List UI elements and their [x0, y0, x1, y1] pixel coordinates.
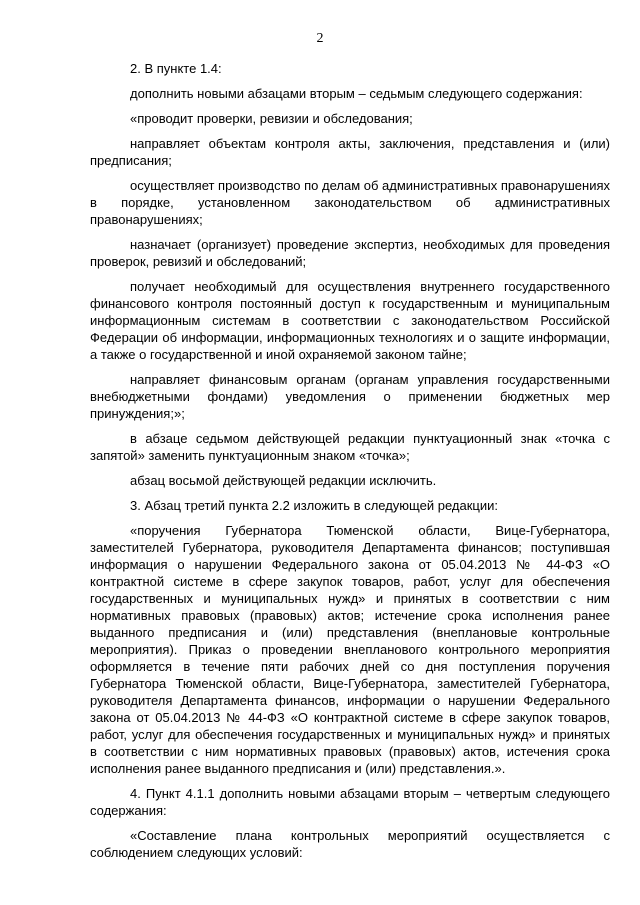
paragraph: «Составление плана контрольных мероприятий осуществляется с соблюдением следующих условий: — [90, 828, 610, 860]
document-body — [90, 60, 610, 869]
paragraph: «поручения Губернатора Тюменской области, Вице-Губернатора, заместителей Губернатора, руководителя Департамента финансов; поступившая информация о нарушении Федерального закона от 05.04.2013 № 44-ФЗ «О контрактной системе в сфере закупок товаров, работ, услуг для обеспечения государственных и муниципальных нужд» и принятых в соответствии с ним нормативных правовых (правовых) актов; истечение срока исполнения ранее выданного предписания и (или) представления (внеплановые контрольные мероприятия). Приказ о проведении внепланового контрольного мероприятия оформляется в течение пяти рабочих дней со дня поступления поручения Губернатора Тюменской области, Вице-Губернатора, заместителей Губернатора, руководителя Департамента финансов, информации о нарушении Федерального закона от 05.04.2013 № 44-ФЗ «О контрактной системе в сфере закупок товаров, работ, услуг для обеспечения государственных и муниципальных нужд» и принятых в соответствии с ним нормативных правовых (правовых) актов, истечения срока исполнения ранее выданного предписания и (или) представления.». — [90, 523, 610, 776]
paragraph: дополнить новыми абзацами вторым – седьмым следующего содержания: — [130, 86, 583, 101]
paragraph: направляет финансовым органам (органам управления государственными внебюджетными фондами) уведомления о применении бюджетных мер принуждения;»; — [90, 372, 610, 421]
paragraph: направляет объектам контроля акты, заключения, представления и (или) предписания; — [90, 136, 610, 168]
paragraph: назначает (организует) проведение экспертиз, необходимых для проведения проверок, ревизий и обследований; — [90, 237, 610, 269]
paragraph: получает необходимый для осуществления внутреннего государственного финансового контроля постоянный доступ к государственным и муниципальным информационным системам в соответствии с законодательством Российской Федерации об информации, информационных технологиях и о защите информации, а также о государственной и иной охраняемой законом тайне; — [90, 279, 610, 362]
paragraph: в абзаце седьмом действующей редакции пунктуационный знак «точка с запятой» заменить пунктуационным знаком «точка»; — [90, 431, 610, 463]
paragraph: 4. Пункт 4.1.1 дополнить новыми абзацами вторым – четвертым следующего содержания: — [90, 786, 610, 818]
paragraph: «проводит проверки, ревизии и обследования; — [130, 111, 413, 126]
paragraph: абзац восьмой действующей редакции исключить. — [130, 473, 437, 488]
paragraph: осуществляет производство по делам об административных правонарушениях в порядке, установленном законодательством об административных правонарушениях; — [90, 178, 611, 227]
page-number: 2 — [316, 31, 324, 46]
paragraph: 3. Абзац третий пункта 2.2 изложить в следующей редакции: — [130, 498, 498, 513]
paragraph: 2. В пункте 1.4: — [130, 61, 222, 76]
